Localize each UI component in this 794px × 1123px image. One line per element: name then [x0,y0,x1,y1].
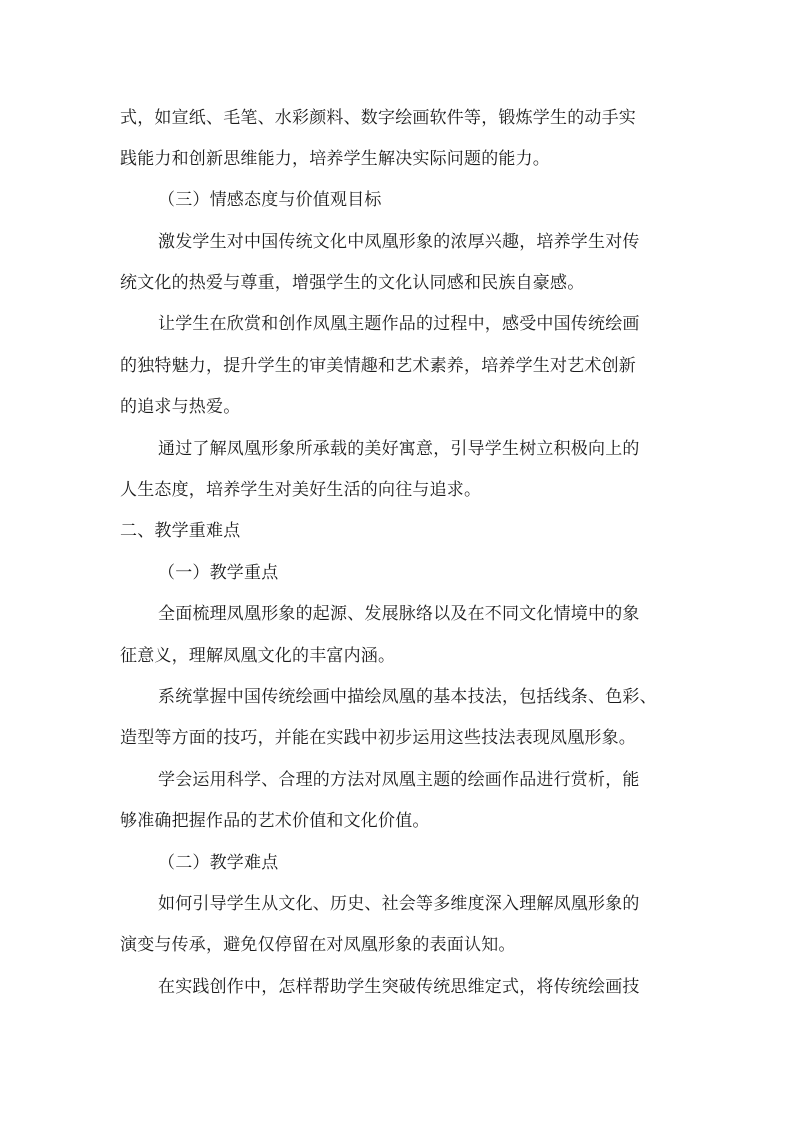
text-line: 通过了解凤凰形象所承载的美好寓意，引导学生树立积极向上的 [158,439,640,459]
text-line: 全面梳理凤凰形象的起源、发展脉络以及在不同文化情境中的象 [158,604,640,624]
chapter-heading: 二、教学重难点 [120,521,241,541]
text-line: 的独特魅力，提升学生的审美情趣和艺术素养，培养学生对艺术创新 [120,356,636,376]
text-line: 践能力和创新思维能力，培养学生解决实际问题的能力。 [120,149,550,169]
text-line: 够准确把握作品的艺术价值和文化价值。 [120,811,430,831]
text-line: 统文化的热爱与尊重，增强学生的文化认同感和民族自豪感。 [120,273,585,293]
section-heading: （二）教学难点 [158,853,279,873]
text-line: 系统掌握中国传统绘画中描绘凤凰的基本技法，包括线条、色彩、 [158,687,657,707]
text-line: 式，如宣纸、毛笔、水彩颜料、数字绘画软件等，锻炼学生的动手实 [120,108,636,128]
text-line: 如何引导学生从文化、历史、社会等多维度深入理解凤凰形象的 [158,894,640,914]
text-line: 造型等方面的技巧，并能在实践中初步运用这些技法表现凤凰形象。 [120,728,636,748]
text-line: 人生态度，培养学生对美好生活的向往与追求。 [120,480,482,500]
text-line: 让学生在欣赏和创作凤凰主题作品的过程中，感受中国传统绘画 [158,314,640,334]
text-line: 征意义，理解凤凰文化的丰富内涵。 [120,646,396,666]
text-line: 学会运用科学、合理的方法对凤凰主题的绘画作品进行赏析，能 [158,770,640,790]
section-heading: （三）情感态度与价值观目标 [158,190,382,210]
section-heading: （一）教学重点 [158,563,279,583]
text-line: 在实践创作中，怎样帮助学生突破传统思维定式，将传统绘画技 [158,977,640,997]
text-line: 演变与传承，避免仅停留在对凤凰形象的表面认知。 [120,935,516,955]
text-line: 激发学生对中国传统文化中凤凰形象的浓厚兴趣，培养学生对传 [158,232,640,252]
text-line: 的追求与热爱。 [120,397,241,417]
